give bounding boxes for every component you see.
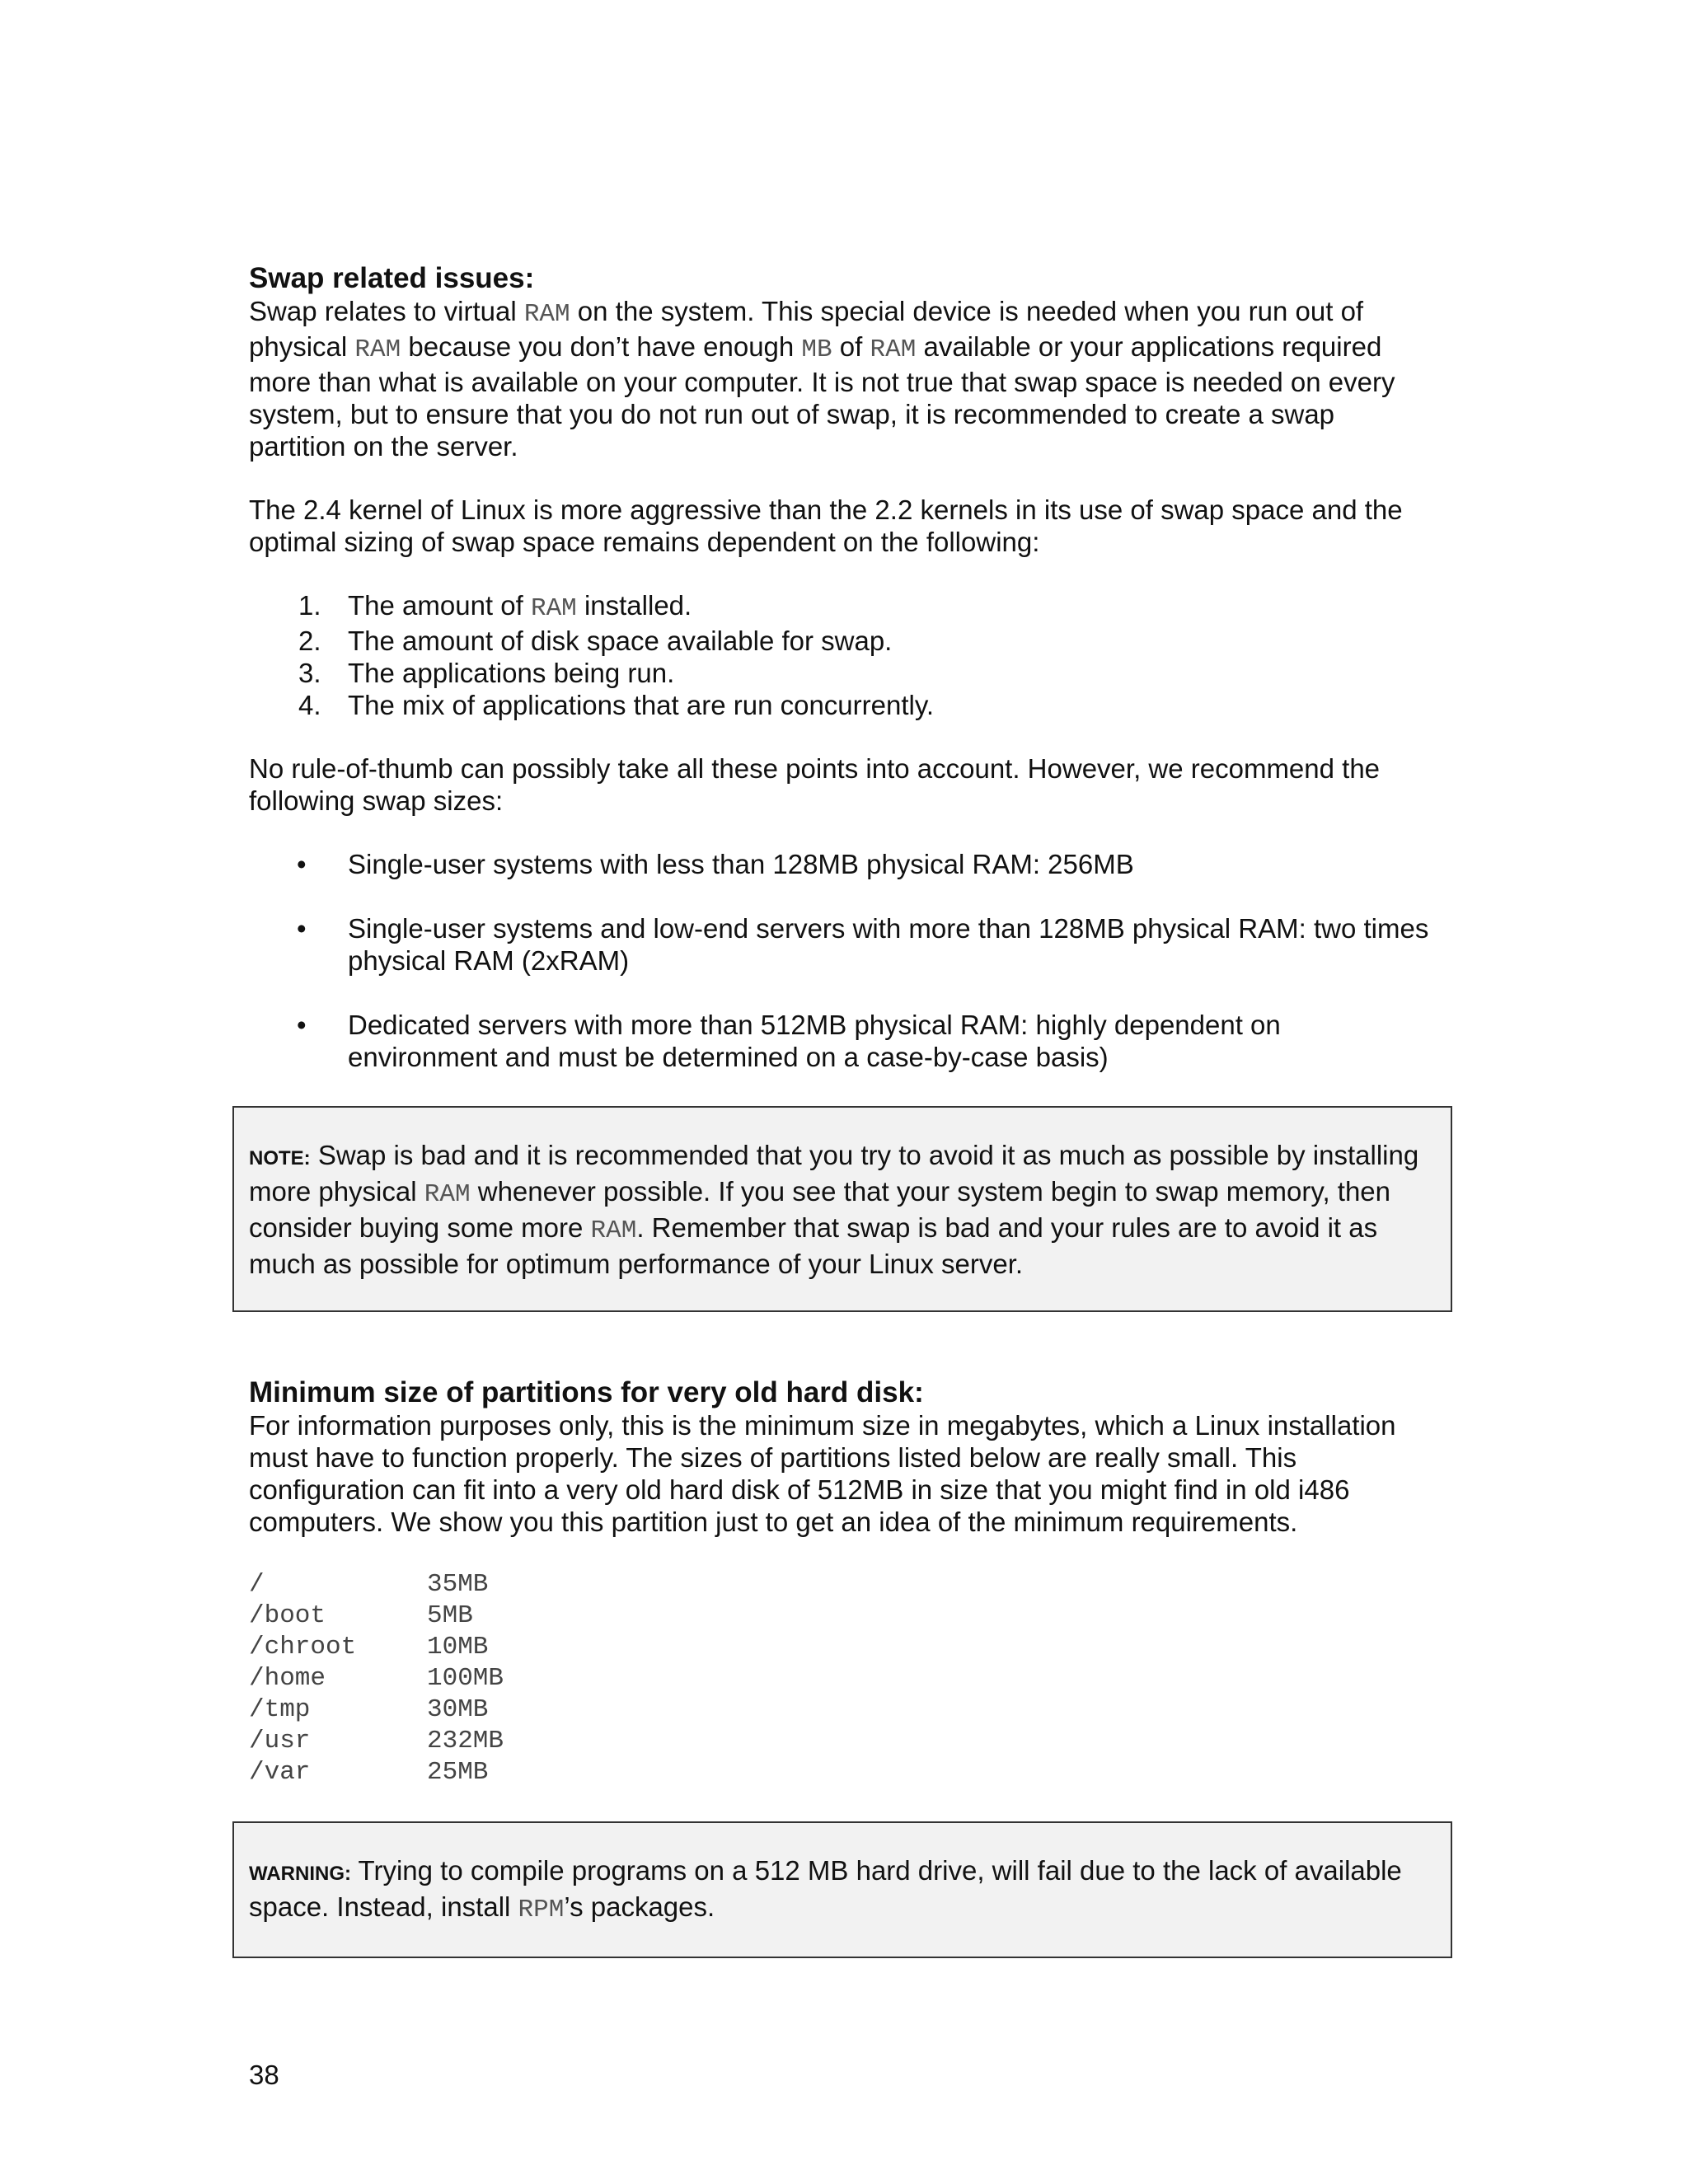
list-item [249,912,1436,977]
list-item [249,689,1436,721]
warning-text [249,1854,1436,1927]
text-run: of [832,331,870,362]
table-row [249,1757,504,1788]
text-run: because you don’t have enough [401,331,802,362]
min-partitions-heading: Minimum size of partitions for very old hard disk: [249,1376,924,1408]
text-run: on the system. This special device is needed when you run out of physical [249,296,1364,362]
partition-path: /usr [249,1727,311,1755]
bullet-icon: • [297,1010,307,1040]
text-run: whenever possible. If you see that your system begin to swap memory, then consider buying some more [249,1176,1391,1243]
partition-path: / [249,1570,265,1599]
code-term: RAM [523,300,570,329]
code-term: RAM [354,335,401,364]
code-term: RAM [590,1216,637,1245]
note-text [249,1139,1436,1281]
list-text: The amount of disk space available for swap. [348,626,893,656]
list-text: Dedicated servers with more than 512MB physical RAM: highly dependent on environment and must be determined on a case-by-case basis) [348,1010,1281,1072]
text-run: ’s packages. [564,1891,715,1922]
partition-path: /boot [249,1601,326,1630]
partition-size: 35MB [427,1570,489,1599]
bullet-icon: • [297,913,307,944]
note-callout [232,1106,1452,1312]
partition-size: 10MB [427,1633,489,1661]
rule-of-thumb-paragraph: No rule-of-thumb can possibly take all these points into account. However, we recommend the following swap sizes: [249,753,1381,816]
list-item [249,625,1436,657]
table-row [249,1663,504,1694]
partition-path: /chroot [249,1633,357,1661]
partition-path: /home [249,1664,326,1693]
text-run: Trying to compile programs on a 512 MB hard drive, will fail due to the lack of available space. Instead, install [249,1855,1402,1922]
code-term: RAM [870,335,917,364]
table-row [249,1726,504,1757]
text-run: The amount of [348,590,531,621]
list-text: The applications being run. [348,658,675,688]
list-number: 2. [298,626,321,656]
table-row [249,1694,504,1726]
list-number: 3. [298,658,321,688]
table-row [249,1632,504,1663]
list-item [249,589,1436,625]
warning-label: WARNING: [249,1863,351,1885]
list-item [249,848,1436,880]
min-partitions-paragraph: For information purposes only, this is the minimum size in megabytes, which a Linux installation must have to function properly. The sizes of partitions listed below are really small. This configuration can fit into a very old hard disk of 512MB in size that you might find in old i486 computers. We show you this partition just to get an idea of the minimum requirements. [249,1410,1396,1537]
list-text: Single-user systems with less than 128MB physical RAM: 256MB [348,849,1134,879]
partition-path: /var [249,1758,311,1787]
swap-size-recommendations [249,848,1436,1073]
partition-path: /tmp [249,1695,311,1724]
text-run: Swap is bad and it is recommended that you try to avoid it as much as possible by installing more physical [249,1140,1419,1207]
page-number: 38 [249,2060,279,2090]
code-term: RPM [518,1896,565,1924]
list-item [249,657,1436,689]
list-text: The mix of applications that are run concurrently. [348,690,935,720]
code-term: MB [801,335,832,364]
swap-issues-heading: Swap related issues: [249,262,535,294]
text-run: . Remember that swap is bad and your rules are to avoid it as much as possible for optimum performance of your Linux server. [249,1212,1378,1279]
partition-size: 25MB [427,1758,489,1787]
code-term: RAM [530,594,577,623]
warning-callout [232,1821,1452,1958]
partition-size: 5MB [427,1601,473,1630]
list-item [249,1009,1436,1073]
swap-intro-paragraph [249,295,1436,462]
table-row [249,1569,504,1601]
text-run: available or your applications required more than what is available on your computer. It is not true that swap space is needed on every system, but to ensure that you do not run out of swap, it is recommended to create a swap partition on the server. [249,331,1395,462]
swap-factors-list [249,589,1436,721]
partition-size-table [249,1569,504,1788]
text-run: Swap relates to virtual [249,296,524,326]
partition-size: 30MB [427,1695,489,1724]
partition-size: 100MB [427,1664,504,1693]
partition-size: 232MB [427,1727,504,1755]
list-text: Single-user systems and low-end servers with more than 128MB physical RAM: two times physical RAM (2xRAM) [348,913,1429,976]
note-label: NOTE: [249,1147,311,1169]
kernel-paragraph: The 2.4 kernel of Linux is more aggressive than the 2.2 kernels in its use of swap space and the optimal sizing of swap space remains dependent on the following: [249,494,1403,557]
list-number: 4. [298,690,321,720]
list-number: 1. [298,590,321,621]
table-row [249,1601,504,1632]
page-content [249,262,1436,1958]
text-run: installed. [576,590,692,621]
bullet-icon: • [297,849,307,879]
code-term: RAM [424,1180,471,1209]
